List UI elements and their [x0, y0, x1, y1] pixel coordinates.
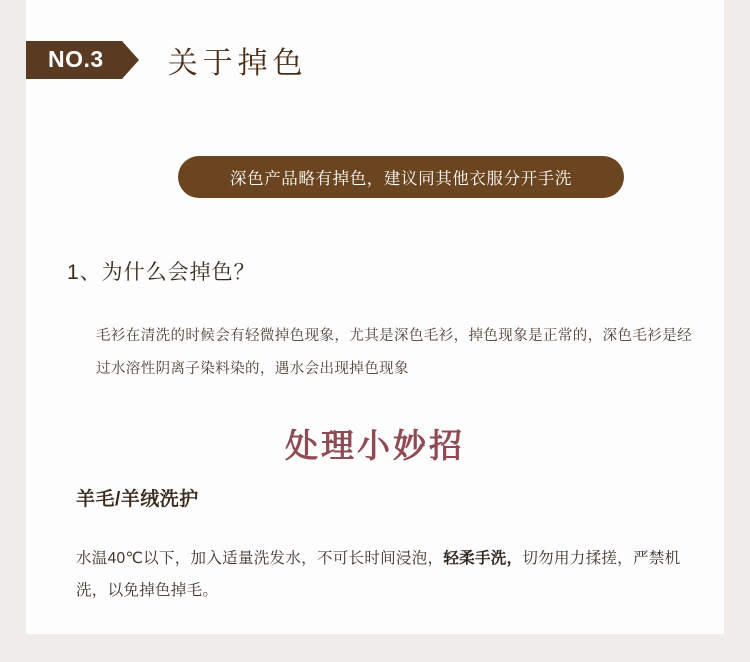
page-title: 关于掉色 — [167, 47, 308, 80]
section-number-badge: NO.3 — [26, 41, 122, 79]
care-text-part2: 切勿用力揉搓，严禁机洗，以免掉色掉毛。 — [76, 550, 681, 599]
tips-title: 处理小妙招 — [285, 427, 465, 464]
section-header — [26, 34, 308, 86]
content-panel — [26, 0, 724, 634]
notice-banner — [178, 156, 624, 198]
care-text-emphasis: 轻柔手洗， — [443, 550, 523, 567]
question-heading: 1、为什么会掉色？ — [67, 261, 256, 284]
care-text-part1: 水温40℃以下，加入适量洗发水，不可长时间浸泡， — [76, 550, 444, 567]
question-answer: 毛衫在清洗的时候会有轻微掉色现象，尤其是深色毛衫，掉色现象是正常的，深色毛衫是经过水溶性阴离子染料染的，遇水会出现掉色现象 — [96, 328, 692, 377]
care-subheading: 羊毛/羊绒洗护 — [76, 489, 199, 510]
notice-banner-text: 深色产品略有掉色，建议同其他衣服分开手洗 — [230, 170, 572, 188]
care-instructions — [76, 543, 696, 607]
